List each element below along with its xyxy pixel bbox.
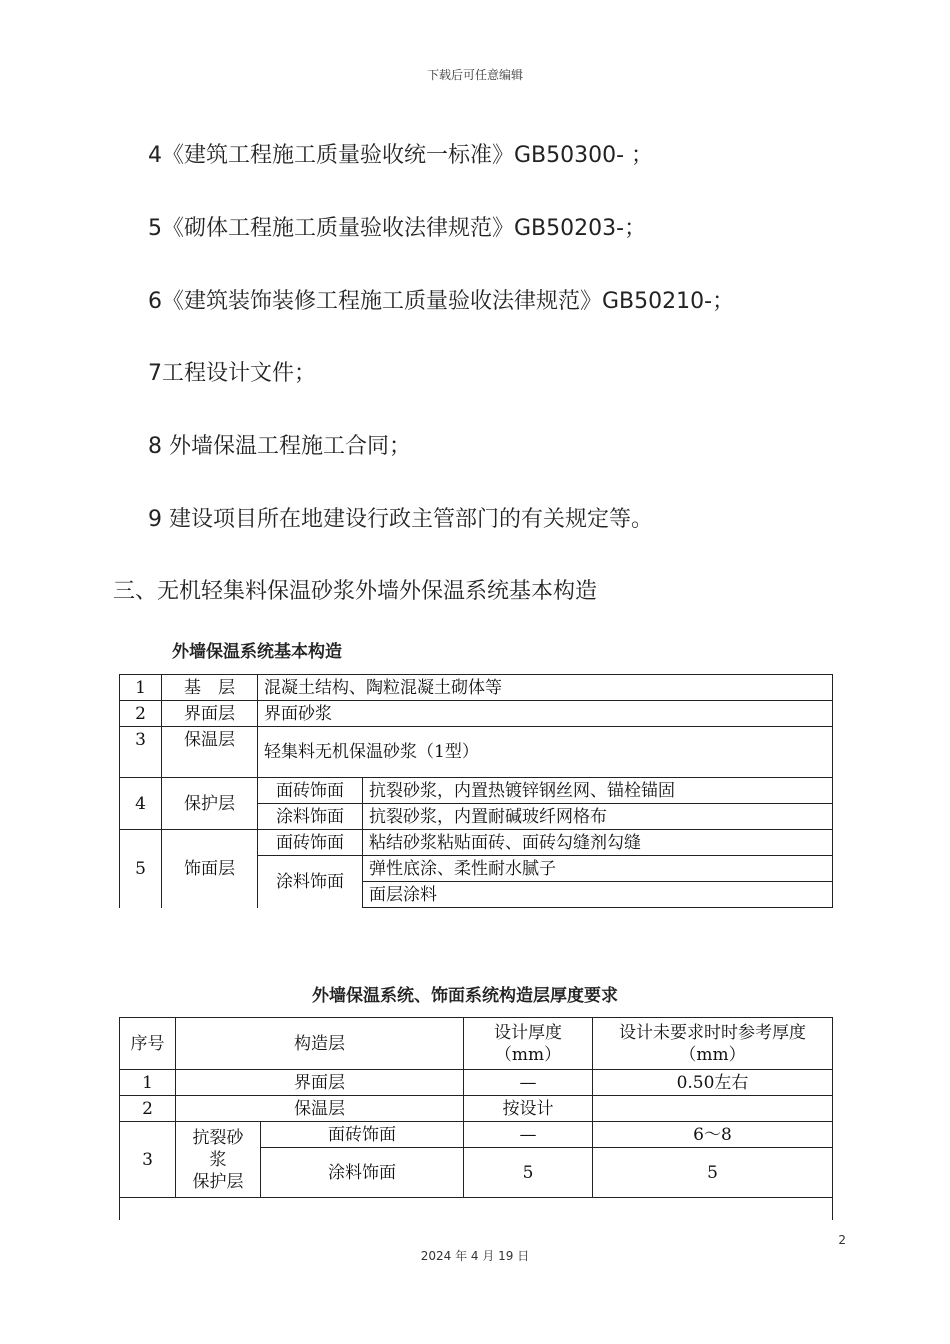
table2-caption: 外墙保温系统、饰面系统构造层厚度要求 (312, 986, 618, 1006)
table-row (120, 778, 833, 804)
row-number: 5 (120, 830, 162, 908)
reference-thickness: 0.50左右 (593, 1070, 833, 1096)
finish-type: 涂料饰面 (258, 856, 363, 908)
reference-item-5: 5《砌体工程施工质量验收法律规范》GB50203-； (148, 216, 647, 241)
reference-item-9: 9 建设项目所在地建设行政主管部门的有关规定等。 (148, 507, 653, 532)
layer-name: 保温层 (176, 1096, 464, 1122)
reference-item-7: 7工程设计文件； (148, 361, 316, 386)
page-footer-date: 2024 年 4 月 19 日 (420, 1249, 530, 1263)
layer-name: 保护层 (162, 778, 258, 830)
header-no: 序号 (120, 1018, 176, 1070)
section-heading: 三、无机轻集料保温砂浆外墙外保温系统基本构造 (113, 579, 598, 604)
layer-content: 抗裂砂浆，内置热镀锌钢丝网、锚栓锚固 (363, 778, 833, 804)
reference-thickness: 6～8 (593, 1122, 833, 1148)
layer-content: 轻集料无机保温砂浆（1型） (258, 727, 833, 778)
design-thickness: 5 (464, 1148, 593, 1198)
layer-name-line-3: 保护层 (192, 1171, 244, 1192)
layer-content: 界面砂浆 (258, 701, 833, 727)
layer-name-line-2: 浆 (209, 1149, 227, 1170)
page-number: 2 (838, 1233, 846, 1247)
layer-name: 界面层 (162, 701, 258, 727)
finish-type: 涂料饰面 (258, 804, 363, 830)
finish-type: 面砖饰面 (258, 830, 363, 856)
table-header-row (120, 1018, 833, 1070)
finish-type: 面砖饰面 (258, 778, 363, 804)
design-thickness: — (464, 1070, 593, 1096)
layer-name: 界面层 (176, 1070, 464, 1096)
row-number: 2 (120, 701, 162, 727)
row-number: 3 (120, 727, 162, 778)
row-number: 1 (120, 675, 162, 701)
design-thickness: 按设计 (464, 1096, 593, 1122)
row-number: 4 (120, 778, 162, 830)
continued-row (120, 1198, 833, 1220)
header-layer: 构造层 (176, 1018, 464, 1070)
table-row-continued (120, 1198, 833, 1220)
reference-item-4: 4《建筑工程施工质量验收统一标准》GB50300- ； (148, 143, 654, 168)
reference-thickness: 5 (593, 1148, 833, 1198)
layer-name-line-1: 抗裂砂 (192, 1127, 244, 1148)
table1-caption: 外墙保温系统基本构造 (172, 642, 342, 662)
table-row (120, 1096, 833, 1122)
reference-item-6: 6《建筑装饰装修工程施工质量验收法律规范》GB50210-； (148, 289, 735, 314)
basic-structure-table (119, 674, 833, 908)
row-number: 2 (120, 1096, 176, 1122)
layer-content: 弹性底涂、柔性耐水腻子 (363, 856, 833, 882)
table-row (120, 727, 833, 778)
header-design-label: 设计厚度 (494, 1022, 562, 1043)
header-reference-label: 设计未要求时时参考厚度 (619, 1022, 806, 1043)
reference-thickness (593, 1096, 833, 1122)
layer-content: 抗裂砂浆，内置耐碱玻纤网格布 (363, 804, 833, 830)
layer-name: 保温层 (162, 727, 258, 778)
row-number: 3 (120, 1122, 176, 1198)
table-row (120, 675, 833, 701)
layer-name (176, 1122, 261, 1198)
header-design-unit: （mm） (494, 1044, 562, 1065)
table-row (120, 1070, 833, 1096)
table-row (120, 830, 833, 856)
layer-content: 面层涂料 (363, 882, 833, 908)
header-design-thickness (464, 1018, 593, 1070)
layer-content: 粘结砂浆粘贴面砖、面砖勾缝剂勾缝 (363, 830, 833, 856)
layer-name: 基 层 (162, 675, 258, 701)
reference-item-8: 8 外墙保温工程施工合同； (148, 434, 411, 459)
layer-content: 混凝土结构、陶粒混凝土砌体等 (258, 675, 833, 701)
page-header: 下载后可任意编辑 (426, 68, 523, 82)
table-row (120, 1122, 833, 1148)
design-thickness: — (464, 1122, 593, 1148)
finish-type: 涂料饰面 (261, 1148, 464, 1198)
finish-type: 面砖饰面 (261, 1122, 464, 1148)
header-reference-thickness (593, 1018, 833, 1070)
header-reference-unit: （mm） (679, 1044, 746, 1065)
thickness-requirement-table (119, 1017, 833, 1220)
layer-name: 饰面层 (162, 830, 258, 908)
row-number: 1 (120, 1070, 176, 1096)
table-row (120, 701, 833, 727)
